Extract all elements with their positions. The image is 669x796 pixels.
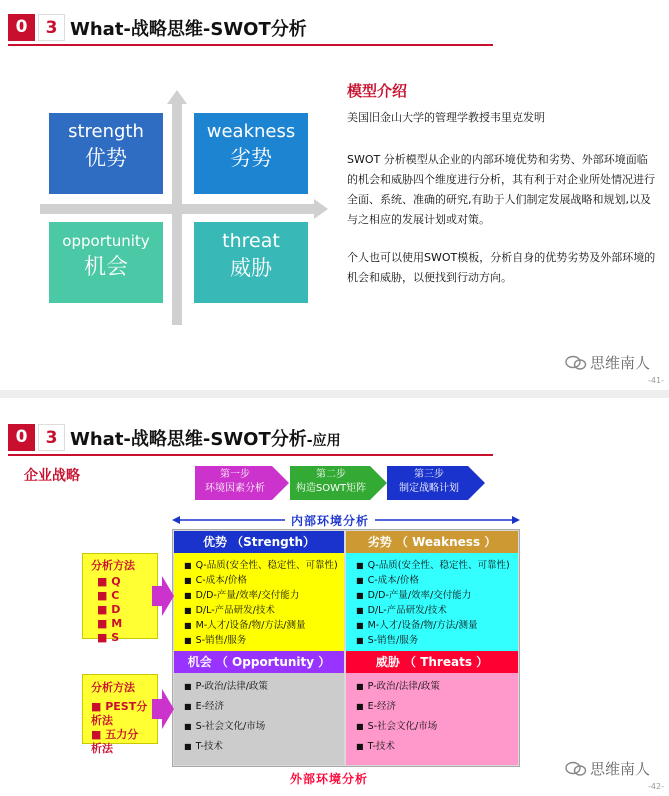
- slide-title-suffix: -应用: [306, 433, 341, 449]
- method-item: ■ D: [97, 603, 149, 617]
- method-item: ■ PEST分析法: [91, 700, 149, 728]
- method-item: ■ C: [97, 589, 149, 603]
- method-item: ■ M: [97, 617, 149, 631]
- weakness-item: ■ S-销售/服务: [356, 633, 510, 648]
- quadrant-weakness-en: weakness: [206, 121, 296, 142]
- quadrant-strength: [49, 113, 163, 194]
- strength-item: ■ S-销售/服务: [184, 633, 338, 648]
- step-2-line1: 第二步: [316, 469, 346, 480]
- page-number: -41-: [648, 376, 664, 385]
- method-arrows: [0, 398, 200, 758]
- wechat-icon: [565, 355, 587, 371]
- weakness-item: ■ D/D-产量/效率/交付能力: [356, 588, 510, 603]
- step-3-line2: 制定战略计划: [399, 483, 459, 494]
- strength-item: ■ Q-品质(安全性、稳定性、可靠性): [184, 558, 338, 573]
- step-1-line1: 第一步: [220, 469, 250, 480]
- threat-item: ■ T-技术: [356, 737, 440, 757]
- intro-paragraph-personal: 个人也可以使用SWOT模板，分析自身的优势劣势及外部环境的机会和威胁，以便找到行动方向。: [347, 251, 656, 284]
- weakness-item: ■ D/L-产品研发/技术: [356, 603, 510, 618]
- slide-title-main: What-战略思维-SWOT分析: [70, 429, 307, 450]
- watermark-text: 思维南人: [590, 760, 651, 778]
- weakness-item: ■ M-人才/设备/物/方法/测量: [356, 618, 510, 633]
- opportunity-item: ■ S-社会文化/市场: [184, 717, 268, 737]
- corporate-strategy-label: 企业战略: [24, 468, 80, 484]
- weakness-header: 劣势 （ Weakness ）: [346, 531, 518, 553]
- method-item: ■ Q: [97, 575, 149, 589]
- method-box-pest-title: 分析方法: [91, 681, 135, 694]
- weakness-item: ■ C-成本/价格: [356, 573, 510, 588]
- intro-paragraph-inventor: 美国旧金山大学的管理学教授韦里克发明: [347, 111, 545, 124]
- strength-item: ■ D/L-产品研发/技术: [184, 603, 338, 618]
- quadrant-strength-en: strength: [68, 121, 144, 142]
- strength-item: ■ M-人才/设备/物/方法/测量: [184, 618, 338, 633]
- threat-items: [356, 677, 440, 757]
- model-intro-title: 模型介绍: [347, 82, 408, 100]
- threat-item: ■ P-政治/法律/政策: [356, 677, 440, 697]
- quadrant-opportunity-en: opportunity: [62, 232, 150, 250]
- strength-items: [184, 558, 338, 648]
- threat-item: ■ E-经济: [356, 697, 440, 717]
- quadrant-strength-zh: 优势: [85, 146, 127, 170]
- quadrant-threat-zh: 威胁: [230, 256, 272, 280]
- quadrant-threat: [194, 222, 308, 303]
- strength-item: ■ D/D-产量/效率/交付能力: [184, 588, 338, 603]
- weakness-item: ■ Q-品质(安全性、稳定性、可靠性): [356, 558, 510, 573]
- slide-swot-model: [0, 0, 669, 390]
- section-badge-number-3: 3: [38, 14, 65, 41]
- method-item: ■ 五力分析法: [91, 728, 149, 756]
- quadrant-weakness-zh: 劣势: [230, 146, 272, 170]
- page-number: -42-: [648, 782, 664, 791]
- opportunity-item: ■ E-经济: [184, 697, 268, 717]
- opportunity-item: ■ T-技术: [184, 737, 268, 757]
- quadrant-weakness: [194, 113, 308, 194]
- section-badge-number-0: 0: [8, 424, 35, 451]
- wechat-icon: [565, 761, 587, 777]
- slide-swot-application: [0, 398, 669, 796]
- step-2-line2: 构造SOWT矩阵: [295, 483, 367, 494]
- watermark-text: 思维南人: [590, 354, 651, 372]
- opportunity-item: ■ P-政治/法律/政策: [184, 677, 268, 697]
- quadrant-opportunity-zh: 机会: [83, 255, 128, 280]
- external-analysis-label: 外部环境分析: [290, 772, 369, 786]
- slide-separator: [0, 390, 669, 398]
- threat-header: 威胁 （ Threats ）: [346, 651, 518, 673]
- strength-header: 优势 （Strength）: [174, 531, 344, 553]
- slide-title: What-战略思维-SWOT分析: [70, 19, 307, 40]
- section-badge-number-0: 0: [8, 14, 35, 41]
- strength-item: ■ C-成本/价格: [184, 573, 338, 588]
- step-1-line2: 环境因素分析: [205, 483, 265, 494]
- section-badge-number-3: 3: [38, 424, 65, 451]
- opportunity-header: 机会 （ Opportunity ）: [174, 651, 344, 673]
- step-3-line1: 第三步: [414, 469, 444, 480]
- method-box-qcdms-title: 分析方法: [91, 559, 135, 572]
- method-item: ■ S: [97, 631, 149, 645]
- quadrant-opportunity: [49, 222, 163, 303]
- weakness-items: [356, 558, 510, 648]
- threat-item: ■ S-社会文化/市场: [356, 717, 440, 737]
- internal-analysis-label: 内部环境分析: [285, 512, 375, 529]
- quadrant-threat-en: threat: [222, 230, 280, 252]
- intro-paragraph-description: SWOT 分析模型从企业的内部环境优势和劣势、外部环境面临的机会和威胁四个维度进行分析，其有利于对企业所处情况进行全面、系统、准确的研究,有助于人们制定发展战略和规划,以及与之相应的发展计划或对策。: [347, 153, 655, 226]
